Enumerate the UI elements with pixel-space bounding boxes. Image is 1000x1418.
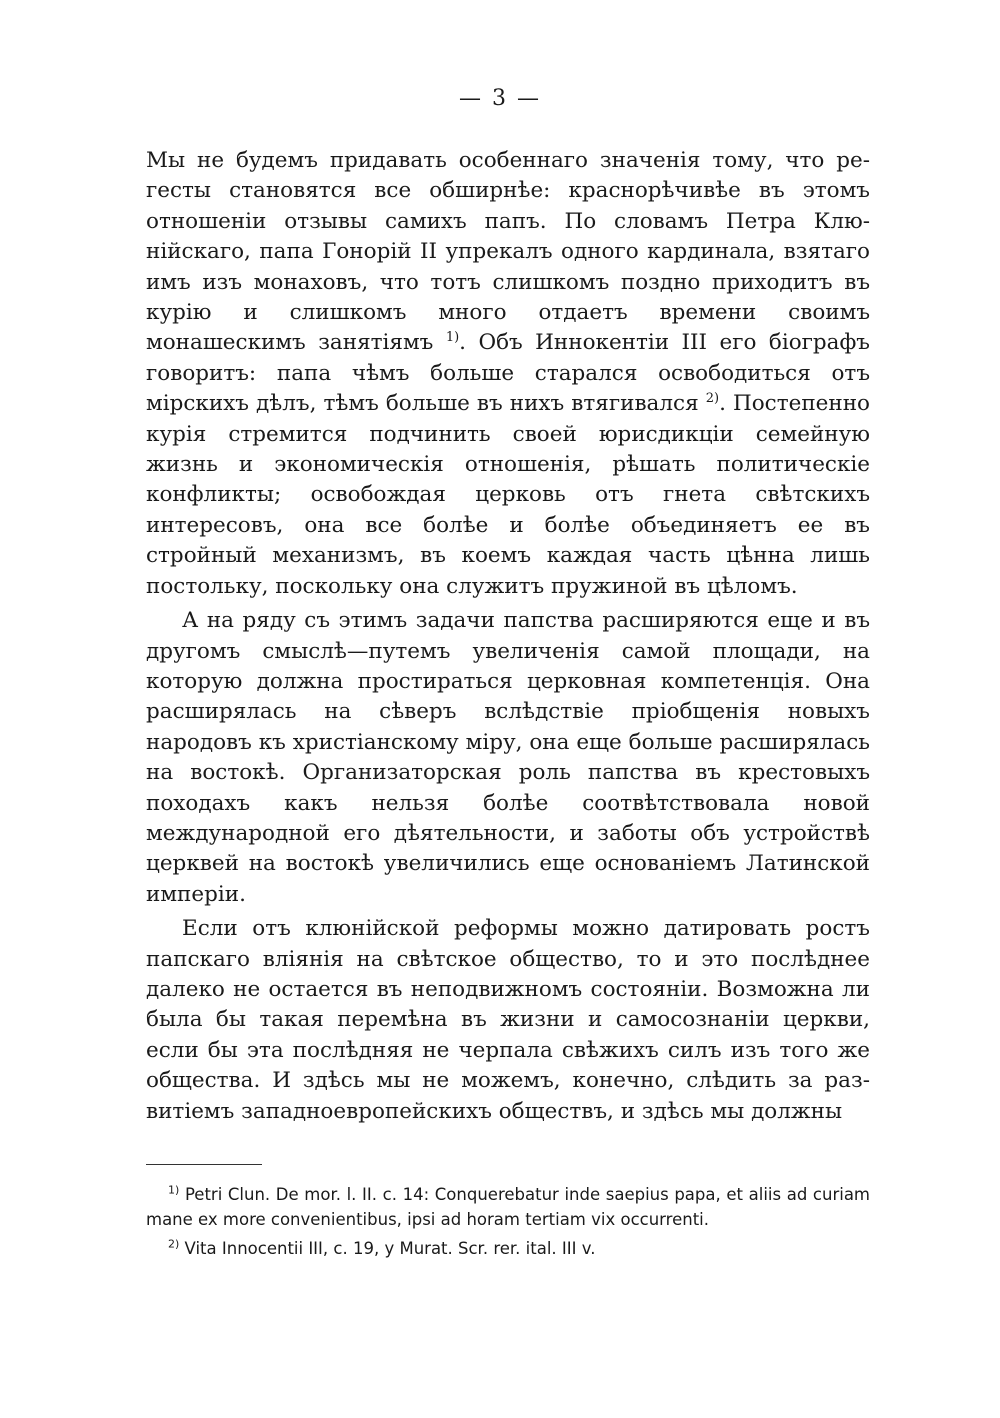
paragraph-2: А на ряду съ этимъ задачи папства расширяются еще и въ другомъ смыслѣ—путемъ увеличенія самой площади, на которую должна простираться церковная компетенція. Она расширялась на сѣверъ вслѣдствіе пріобщенія новыхъ народовъ къ христіанскому міру, она еще больше расширялась на востокѣ. Организаторская роль папства въ крестовыхъ походахъ какъ нельзя болѣе соотвѣтствовала новой международной его дѣятельности, и заботы объ устройствѣ церквей на востокѣ увеличились еще основаніемъ Латинской имперіи. <box>146 608 870 907</box>
footnote-1-mark: 1) <box>168 1183 180 1197</box>
footnote-1 <box>146 1182 870 1232</box>
paragraph-1 <box>146 146 870 602</box>
footnote-2-mark: 2) <box>168 1237 180 1251</box>
paragraph-1-text-c: . Постепенно курія стремится подчинить своей юрисдикціи семейную жизнь и экономическія отношенія, рѣшать политическіе конфликты; освобождая церковь отъ гнета свѣтскихъ интересовъ, она все болѣе и болѣе объединяетъ ее въ стройный механизмъ, въ коемъ каждая часть цѣнна лишь постольку, поскольку она служитъ пружиной въ цѣломъ. <box>146 391 871 599</box>
footnote-ref-2: 2) <box>705 391 720 407</box>
page-number: — 3 — <box>459 86 541 111</box>
footnote-2-text: Vita Innocentii III, c. 19, y Murat. Scr. rer. ital. III v. <box>184 1239 596 1258</box>
paragraph-3: Если отъ клюнійской реформы можно датировать ростъ папскаго вліянія на свѣтское общество, то и это послѣднее далеко не остается въ неподвижномъ состояніи. Возможна ли была бы такая перемѣна въ жизни и самосознаніи церкви, если бы эта послѣдняя не черпала свѣжихъ силъ изъ того же общества. И здѣсь мы не можемъ, конечно, слѣдить за развитіемъ западноевропейскихъ обществъ, и здѣсь мы должны <box>146 916 870 1124</box>
paragraph-1-text-a: Мы не будемъ придавать особеннаго значенія тому, что регесты становятся все обширнѣе: краснорѣчивѣе въ этомъ отношеніи отзывы самихъ папъ. По словамъ Петра Клюнійскаго, папа Гонорій II упрекалъ одного кардинала, взятаго имъ изъ монаховъ, что тотъ слишкомъ поздно приходитъ въ курію и слишкомъ много отдаетъ времени своимъ монашескимъ занятіямъ <box>146 148 870 356</box>
footnote-ref-1: 1) <box>445 330 460 346</box>
footnotes <box>146 1182 870 1265</box>
footnote-divider <box>146 1164 262 1165</box>
body-text <box>146 146 870 1131</box>
paragraph-1-text-b: . Объ Иннокентіи III его біографъ говоритъ: папа чѣмъ больше старался освободиться отъ мірскихъ дѣлъ, тѣмъ больше въ нихъ втягивался <box>146 330 870 417</box>
footnote-1-text: Petri Clun. De mor. l. II. c. 14: Conquerebatur inde saepius papa, et aliis ad curiam mane ex more convenientibus, ipsi ad horam tertiam vix occurrenti. <box>146 1185 871 1229</box>
footnote-2 <box>146 1236 870 1261</box>
